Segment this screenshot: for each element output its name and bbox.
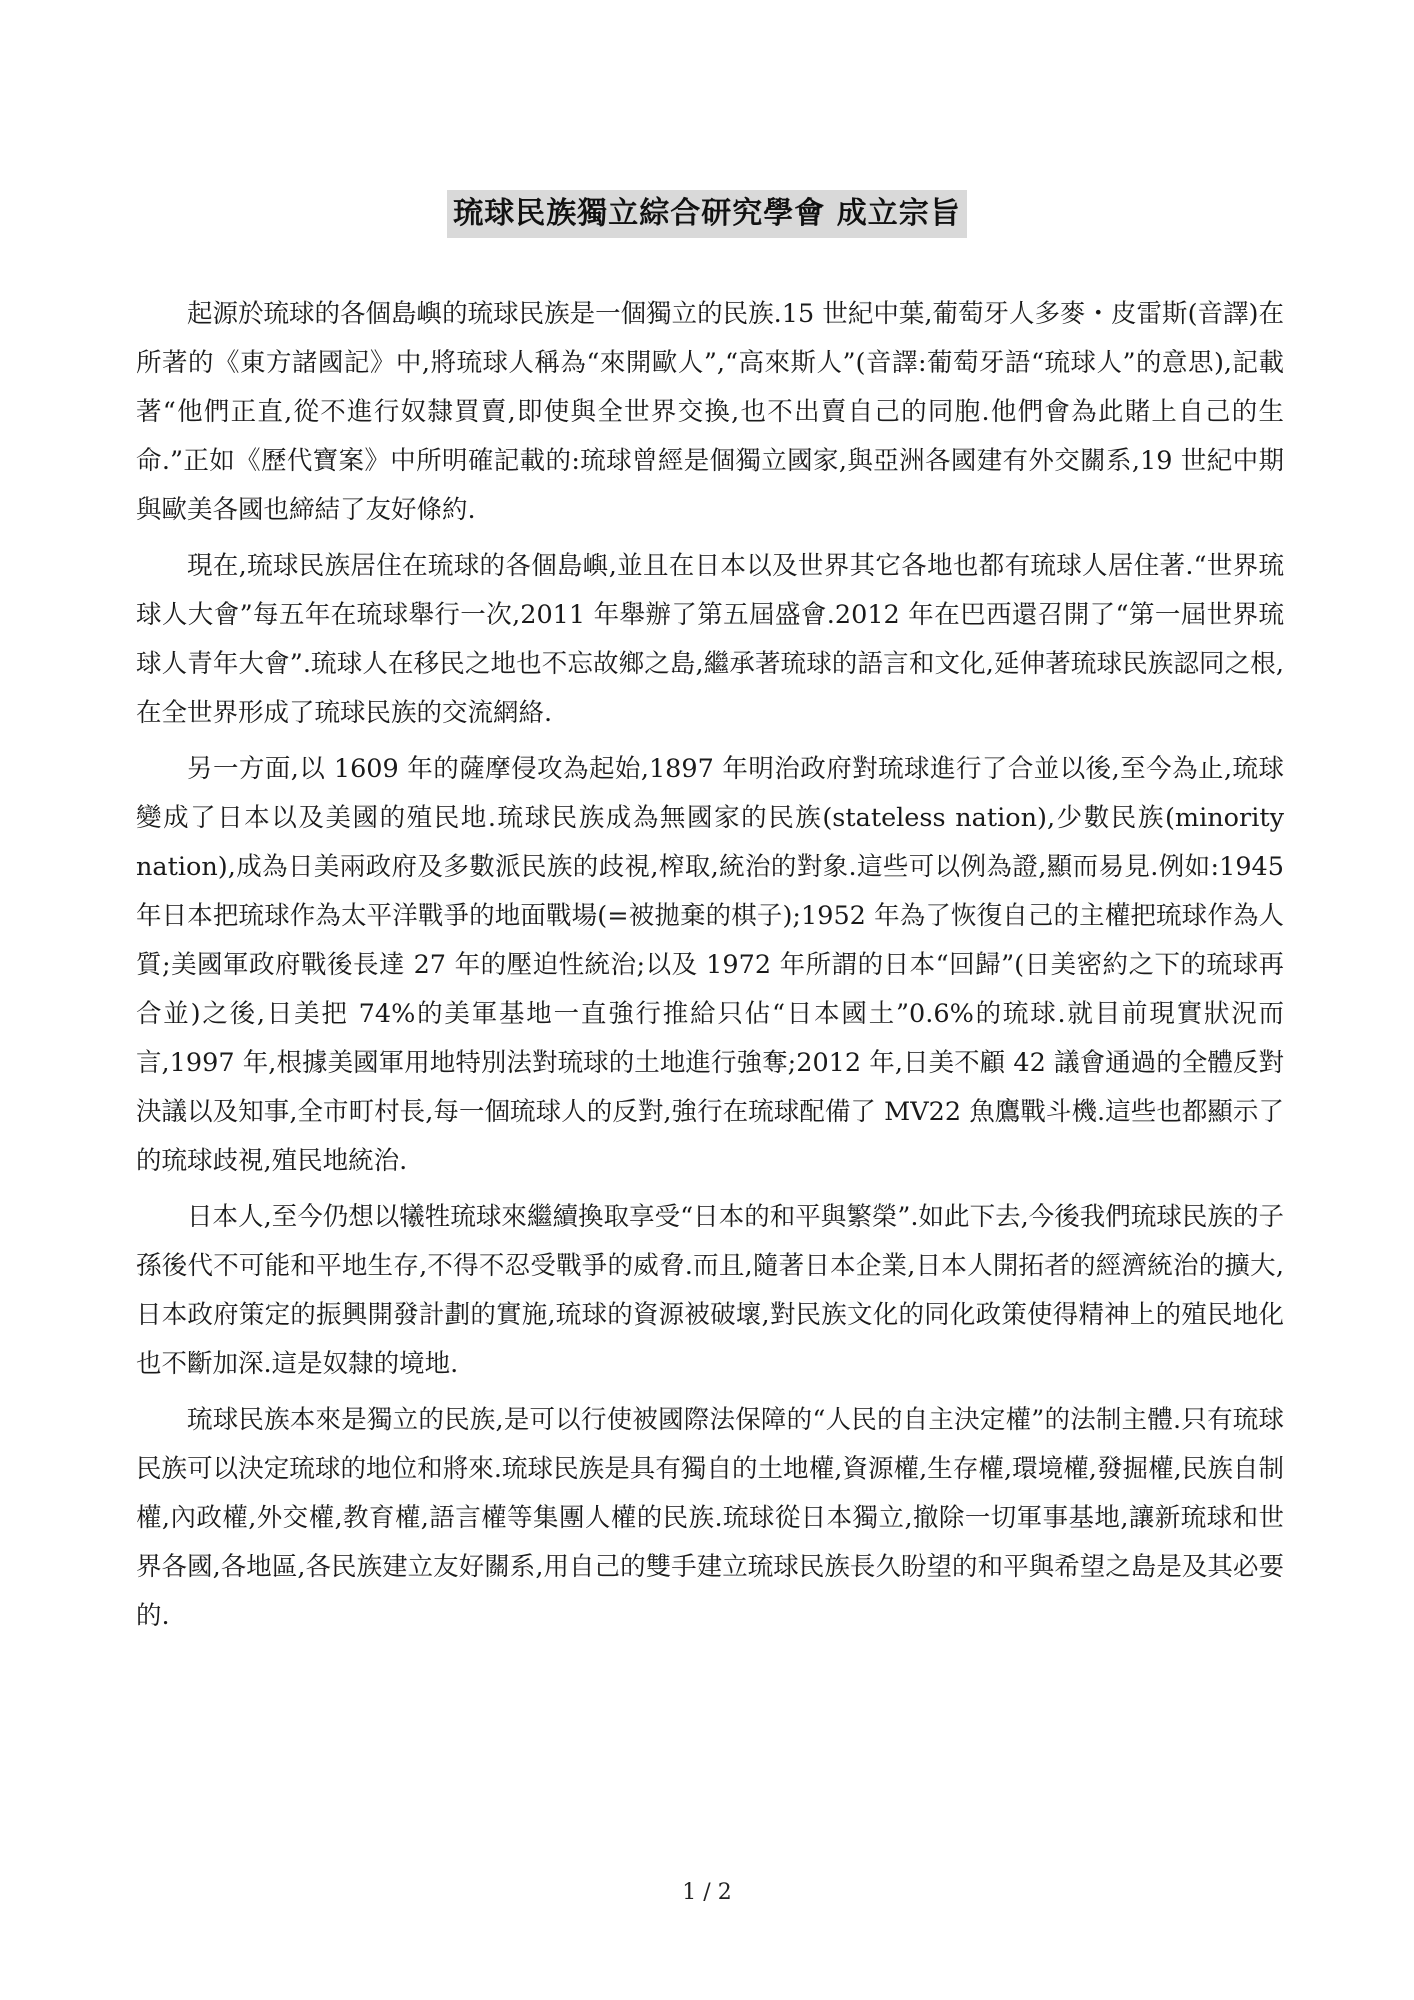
document-body [136, 290, 1284, 1648]
page-number: 1 / 2 [682, 1880, 732, 1905]
paragraph-2: 現在,琉球民族居住在琉球的各個島嶼,並且在日本以及世界其它各地也都有琉球人居住著.“世界琉球人大會”每五年在琉球舉行一次,2011 年舉辦了第五屆盛會.2012 年在巴西還召開了“第一屆世界琉球人青年大會”.琉球人在移民之地也不忘故鄉之島,繼承著琉球的語言和文化,延伸著琉球民族認同之根,在全世界形成了琉球民族的交流網絡. [136, 551, 1284, 728]
title-container [0, 190, 1414, 238]
paragraph-1: 起源於琉球的各個島嶼的琉球民族是一個獨立的民族.15 世紀中葉,葡萄牙人多麥・皮雷斯(音譯)在所著的《東方諸國記》中,將琉球人稱為“來開歐人”,“高來斯人”(音譯:葡萄牙語“琉球人”的意思),記載著“他們正直,從不進行奴隸買賣,即使與全世界交換,也不出賣自己的同胞.他們會為此賭上自己的生命.”正如《歷代寶案》中所明確記載的:琉球曾經是個獨立國家,與亞洲各國建有外交關系,19 世紀中期與歐美各國也締結了友好條約. [136, 299, 1284, 525]
document-title: 琉球民族獨立綜合研究學會 成立宗旨 [447, 190, 966, 238]
paragraph-5: 琉球民族本來是獨立的民族,是可以行使被國際法保障的“人民的自主決定權”的法制主體.只有琉球民族可以決定琉球的地位和將來.琉球民族是具有獨自的土地權,資源權,生存權,環境權,發掘權,民族自制權,內政權,外交權,教育權,語言權等集團人權的民族.琉球從日本獨立,撤除一切軍事基地,讓新琉球和世界各國,各地區,各民族建立友好關系,用自己的雙手建立琉球民族長久盼望的和平與希望之島是及其必要的. [136, 1405, 1284, 1631]
paragraph-4: 日本人,至今仍想以犧牲琉球來繼續換取享受“日本的和平與繁榮”.如此下去,今後我們琉球民族的子孫後代不可能和平地生存,不得不忍受戰爭的威脅.而且,隨著日本企業,日本人開拓者的經濟統治的擴大,日本政府策定的振興開發計劃的實施,琉球的資源被破壞,對民族文化的同化政策使得精神上的殖民地化也不斷加深.這是奴隸的境地. [136, 1202, 1284, 1379]
paragraph-3: 另一方面,以 1609 年的薩摩侵攻為起始,1897 年明治政府對琉球進行了合並以後,至今為止,琉球變成了日本以及美國的殖民地.琉球民族成為無國家的民族(stateless nation),少數民族(minority nation),成為日美兩政府及多數派民族的歧視,榨取,統治的對象.這些可以例為證,顯而易見.例如:1945 年日本把琉球作為太平洋戰爭的地面戰場(=被拋棄的棋子);1952 年為了恢復自己的主權把琉球作為人質;美國軍政府戰後長達 27 年的壓迫性統治;以及 1972 年所謂的日本“回歸”(日美密約之下的琉球再合並)之後,日美把 74%的美軍基地一直強行推給只佔“日本國土”0.6%的琉球.就目前現實狀況而言,1997 年,根據美國軍用地特別法對琉球的土地進行強奪;2012 年,日美不顧 42 議會通過的全體反對決議以及知事,全市町村長,每一個琉球人的反對,強行在琉球配備了 MV22 魚鷹戰斗機.這些也都顯示了的琉球歧視,殖民地統治. [136, 754, 1284, 1176]
